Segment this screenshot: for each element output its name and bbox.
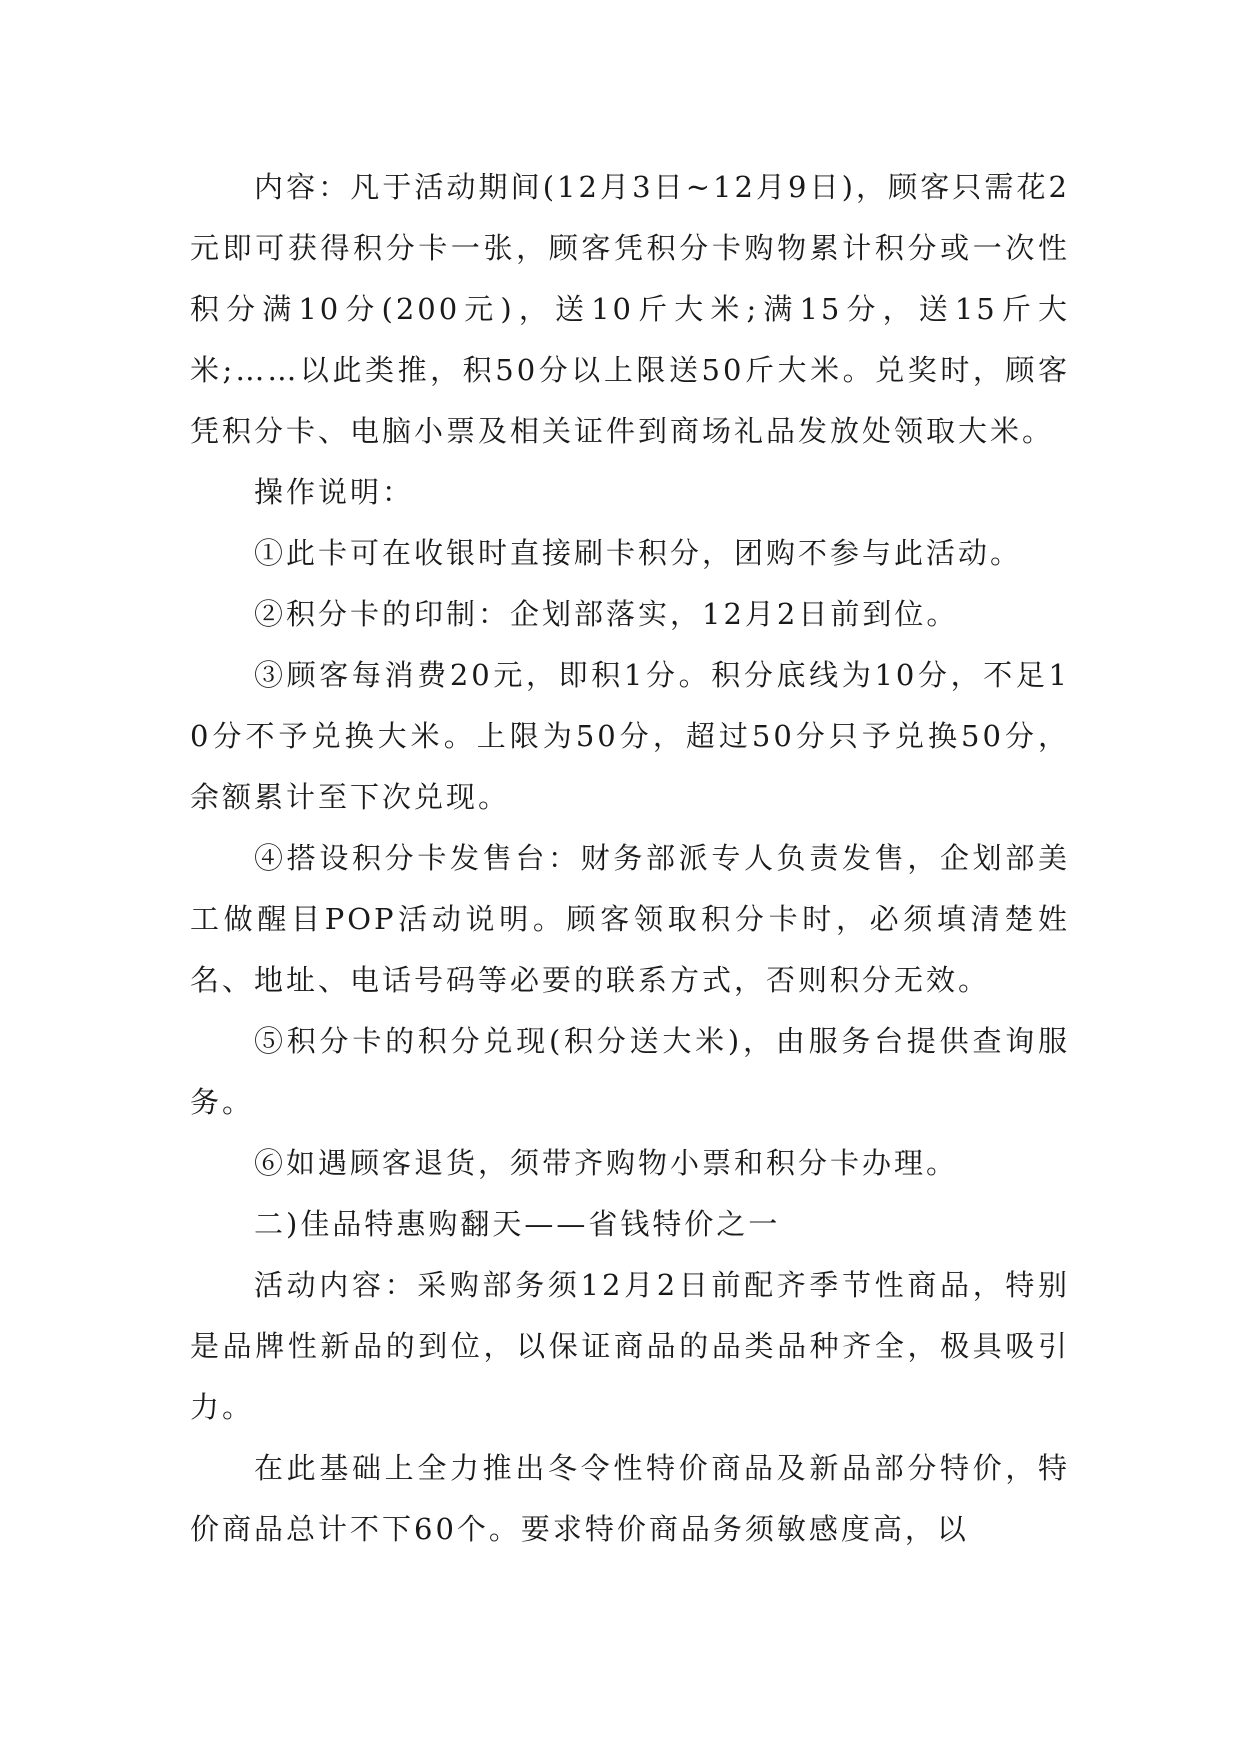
paragraph-operation-item-5: ⑤积分卡的积分兑现(积分送大米)，由服务台提供查询服务。 [190,1024,1070,1119]
paragraph-operation-item-4: ④搭设积分卡发售台：财务部派专人负责发售，企划部美工做醒目POP活动说明。顾客领取积分卡时，必须填清楚姓名、地址、电话号码等必要的联系方式，否则积分无效。 [190,841,1070,997]
paragraph-operation-heading: 操作说明： [254,475,415,509]
paragraph-operation-item-6: ⑥如遇顾客退货，须带齐购物小票和积分卡办理。 [254,1146,959,1180]
section-heading-2: 二)佳品特惠购翻天——省钱特价之一 [254,1207,781,1241]
paragraph-activity-content: 活动内容：采购部务须12月2日前配齐季节性商品，特别是品牌性新品的到位，以保证商品的品类品种齐全，极具吸引力。 [190,1268,1070,1424]
paragraph-operation-item-2: ②积分卡的印制：企划部落实，12月2日前到位。 [254,597,959,631]
paragraph-content-rules: 内容：凡于活动期间(12月3日~12月9日)，顾客只需花2元即可获得积分卡一张，顾客凭积分卡购物累计积分或一次性积分满10分(200元)，送10斤大米;满15分，送15斤大米;……以此类推，积50分以上限送50斤大米。兑奖时，顾客凭积分卡、电脑小票及相关证件到商场礼品发放处领取大米。 [190,170,1070,448]
paragraph-operation-item-1: ①此卡可在收银时直接刷卡积分，团购不参与此活动。 [254,536,1023,570]
document-body [190,157,1070,1560]
paragraph-operation-item-3: ③顾客每消费20元，即积1分。积分底线为10分，不足10分不予兑换大米。上限为50分，超过50分只予兑换50分，余额累计至下次兑现。 [190,658,1070,814]
paragraph-special-price: 在此基础上全力推出冬令性特价商品及新品部分特价，特价商品总计不下60个。要求特价商品务须敏感度高，以 [190,1451,1070,1546]
